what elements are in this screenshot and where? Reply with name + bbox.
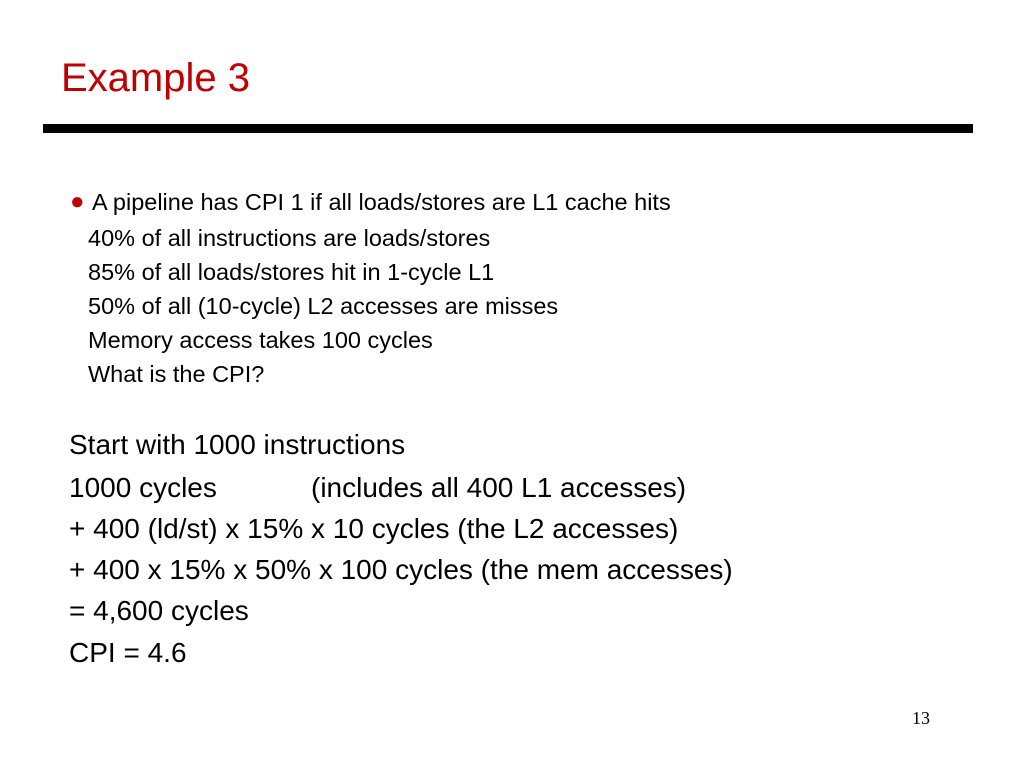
calc-line: + 400 x 15% x 50% x 100 cycles (the mem accesses): [69, 554, 733, 585]
condition-line: 85% of all loads/stores hit in 1-cycle L1: [88, 259, 495, 285]
bullet-text: A pipeline has CPI 1 if all loads/stores are L1 cache hits: [92, 189, 671, 215]
bullet-dot-icon: ●: [70, 188, 85, 215]
calc-line: Start with 1000 instructions: [69, 429, 406, 460]
title-divider: [43, 124, 973, 133]
calc-result: CPI = 4.6: [69, 637, 187, 668]
condition-line: 40% of all instructions are loads/stores: [88, 225, 491, 251]
condition-line: 50% of all (10-cycle) L2 accesses are misses: [88, 293, 559, 319]
question-line: What is the CPI?: [88, 361, 265, 387]
slide-title: Example 3: [61, 56, 250, 100]
calc-line: = 4,600 cycles: [69, 595, 249, 626]
calc-line: + 400 (ld/st) x 15% x 10 cycles (the L2 accesses): [69, 513, 679, 544]
condition-line: Memory access takes 100 cycles: [88, 327, 433, 353]
calc-note: (includes all 400 L1 accesses): [311, 472, 687, 503]
page-number: 13: [912, 708, 930, 728]
calc-line: 1000 cycles: [69, 472, 217, 503]
